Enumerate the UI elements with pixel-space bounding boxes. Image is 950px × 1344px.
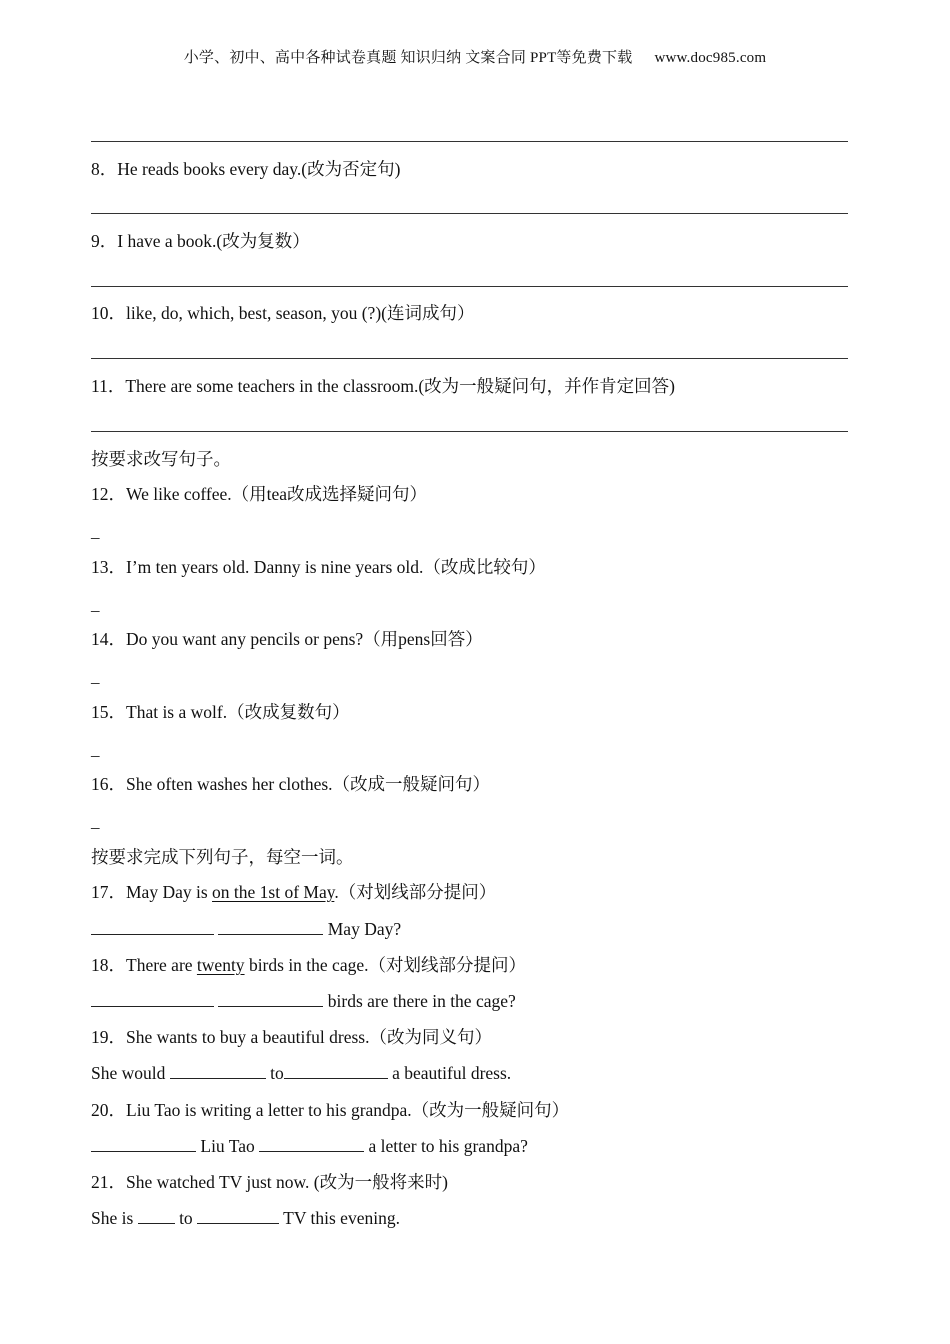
answer-line bbox=[91, 286, 848, 287]
question-number: 12． bbox=[91, 484, 126, 504]
question-text: Do you want any pencils or pens?（用pens回答） bbox=[126, 629, 483, 649]
answer-19 bbox=[91, 1062, 511, 1084]
question-12 bbox=[91, 483, 427, 505]
underlined-phrase: on the 1st of May bbox=[212, 882, 335, 902]
answer-blank[interactable] bbox=[259, 1135, 364, 1152]
question-21 bbox=[91, 1171, 448, 1193]
answer-text: to bbox=[270, 1063, 284, 1083]
question-text: We like coffee.（用tea改成选择疑问句） bbox=[126, 484, 428, 504]
answer-blank[interactable] bbox=[91, 990, 214, 1007]
answer-dash: _ bbox=[91, 595, 100, 614]
answer-line bbox=[91, 141, 848, 142]
answer-line bbox=[91, 358, 848, 359]
answer-blank[interactable] bbox=[284, 1062, 388, 1079]
question-number: 18． bbox=[91, 955, 126, 975]
question-number: 10． bbox=[91, 303, 126, 323]
question-text: She wants to buy a beautiful dress.（改为同义句） bbox=[126, 1027, 492, 1047]
underlined-phrase: twenty bbox=[196, 955, 245, 975]
answer-line bbox=[91, 431, 848, 432]
answer-blank[interactable] bbox=[91, 918, 214, 935]
question-20 bbox=[91, 1099, 569, 1121]
answer-blank[interactable] bbox=[218, 990, 323, 1007]
answer-blank[interactable] bbox=[138, 1207, 175, 1224]
question-14 bbox=[91, 628, 483, 650]
header-text: 小学、初中、高中各种试卷真题 知识归纳 文案合同 PPT等免费下载 bbox=[183, 50, 633, 66]
answer-dash: _ bbox=[91, 667, 100, 686]
answer-blank[interactable] bbox=[218, 918, 323, 935]
question-text-pre: There are bbox=[126, 955, 197, 975]
question-number: 11． bbox=[91, 376, 126, 396]
question-number: 9． bbox=[91, 231, 118, 251]
answer-dash: _ bbox=[91, 740, 100, 759]
question-17 bbox=[91, 881, 496, 903]
question-number: 15． bbox=[91, 702, 126, 722]
question-number: 14． bbox=[91, 629, 126, 649]
answer-text: Liu Tao bbox=[200, 1136, 255, 1156]
question-text: That is a wolf.（改成复数句） bbox=[126, 702, 350, 722]
answer-text: TV this evening. bbox=[283, 1208, 400, 1228]
question-10 bbox=[91, 302, 474, 324]
question-text-post: .（对划线部分提问） bbox=[334, 882, 497, 902]
question-18 bbox=[91, 954, 526, 976]
question-text-pre: May Day is bbox=[126, 882, 213, 902]
answer-text: birds are there in the cage? bbox=[327, 991, 516, 1011]
answer-text: a letter to his grandpa? bbox=[368, 1136, 528, 1156]
question-text: Liu Tao is writing a letter to his grandpa.（改为一般疑问句） bbox=[126, 1100, 570, 1120]
question-8 bbox=[91, 158, 400, 180]
answer-text: She would bbox=[91, 1063, 166, 1083]
answer-18 bbox=[91, 990, 516, 1012]
answer-text: a beautiful dress. bbox=[392, 1063, 512, 1083]
answer-20 bbox=[91, 1135, 528, 1157]
question-text: He reads books every day.(改为否定句) bbox=[117, 159, 401, 179]
page-header bbox=[0, 46, 950, 67]
question-number: 17． bbox=[91, 882, 126, 902]
answer-21 bbox=[91, 1207, 400, 1229]
question-19 bbox=[91, 1026, 492, 1048]
question-number: 16． bbox=[91, 774, 126, 794]
question-text: like, do, which, best, season, you (?)(连词成句） bbox=[126, 303, 475, 323]
question-9 bbox=[91, 230, 310, 252]
answer-17 bbox=[91, 918, 401, 940]
question-number: 13． bbox=[91, 557, 126, 577]
question-text: I have a book.(改为复数） bbox=[117, 231, 310, 251]
answer-text: She is bbox=[91, 1208, 134, 1228]
section-instruction: 按要求完成下列句子，每空一词。 bbox=[91, 847, 354, 867]
question-11 bbox=[91, 375, 675, 397]
answer-dash: _ bbox=[91, 522, 100, 541]
question-number: 21． bbox=[91, 1172, 126, 1192]
question-16 bbox=[91, 773, 490, 795]
question-text: I’m ten years old. Danny is nine years old.（改成比较句） bbox=[126, 557, 546, 577]
question-15 bbox=[91, 701, 350, 723]
answer-line bbox=[91, 213, 848, 214]
question-text-post: birds in the cage.（对划线部分提问） bbox=[244, 955, 526, 975]
answer-blank[interactable] bbox=[170, 1062, 266, 1079]
question-text: She often washes her clothes.（改成一般疑问句） bbox=[126, 774, 491, 794]
question-text: She watched TV just now. (改为一般将来时) bbox=[126, 1172, 448, 1192]
header-url: www.doc985.com bbox=[654, 50, 767, 66]
section-instruction: 按要求改写句子。 bbox=[91, 449, 231, 469]
question-number: 20． bbox=[91, 1100, 126, 1120]
answer-blank[interactable] bbox=[197, 1207, 279, 1224]
question-13 bbox=[91, 556, 546, 578]
answer-blank[interactable] bbox=[91, 1135, 196, 1152]
question-number: 19． bbox=[91, 1027, 126, 1047]
question-text: There are some teachers in the classroom.(改为一般疑问句，并作肯定回答) bbox=[125, 376, 676, 396]
answer-dash: _ bbox=[91, 812, 100, 831]
answer-text: to bbox=[179, 1208, 193, 1228]
question-number: 8． bbox=[91, 159, 118, 179]
answer-text: May Day? bbox=[327, 919, 402, 939]
